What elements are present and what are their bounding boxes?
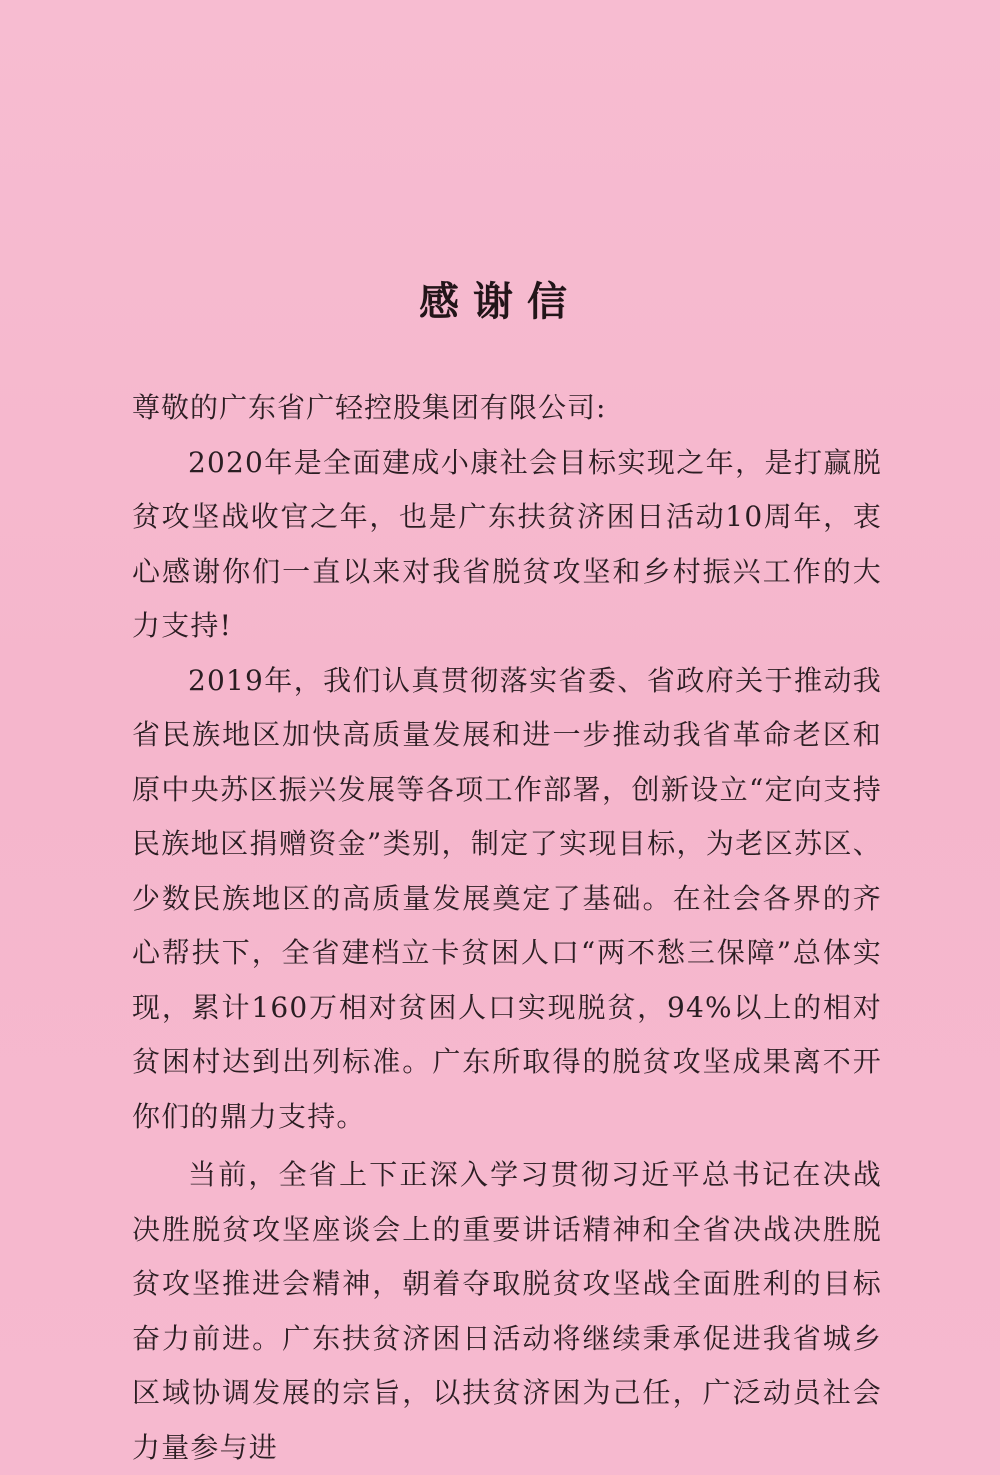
letter-body	[132, 381, 882, 1475]
salutation: 尊敬的广东省广轻控股集团有限公司:	[132, 391, 607, 424]
paragraph-3: 当前，全省上下正深入学习贯彻习近平总书记在决战决胜脱贫攻坚座谈会上的重要讲话精神和全省决战决胜脱贫攻坚推进会精神，朝着夺取脱贫攻坚战全面胜利的目标奋力前进。广东扶贫济困日活动将继续秉承促进我省城乡区域协调发展的宗旨，以扶贫济困为己任，广泛动员社会力量参与进	[132, 1158, 882, 1464]
paragraph-1: 2020年是全面建成小康社会目标实现之年，是打赢脱贫攻坚战收官之年，也是广东扶贫济困日活动10周年，衷心感谢你们一直以来对我省脱贫攻坚和乡村振兴工作的大力支持!	[132, 445, 882, 642]
paragraph-2: 2019年，我们认真贯彻落实省委、省政府关于推动我省民族地区加快高质量发展和进一步推动我省革命老区和原中央苏区振兴发展等各项工作部署，创新设立“定向支持民族地区捐赠资金”类别，制定了实现目标，为老区苏区、少数民族地区的高质量发展奠定了基础。在社会各界的齐心帮扶下，全省建档立卡贫困人口“两不愁三保障”总体实现，累计160万相对贫困人口实现脱贫，94%以上的相对贫困村达到出列标准。广东所取得的脱贫攻坚成果离不开你们的鼎力支持。	[132, 663, 882, 1133]
page-title: 感谢信	[419, 278, 581, 325]
